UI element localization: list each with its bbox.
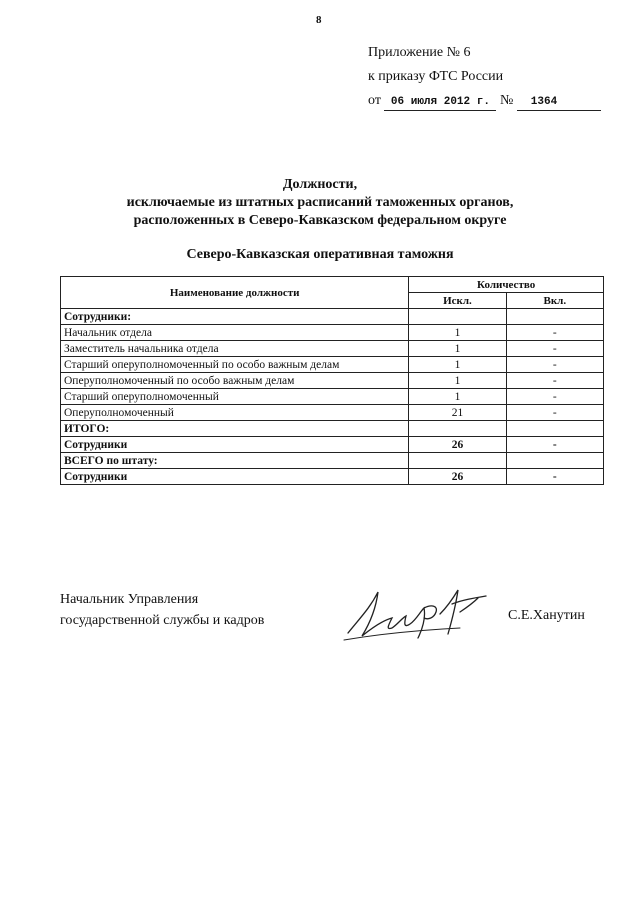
positions-table — [60, 276, 604, 485]
order-date: 06 июля 2012 г. — [384, 95, 496, 111]
appendix-line-2: к приказу ФТС России — [368, 69, 504, 84]
row-name: Начальник отдела — [61, 325, 409, 341]
row-excl — [409, 453, 506, 469]
row-incl — [506, 421, 603, 437]
row-name: Сотрудники — [61, 437, 409, 453]
signer-position-line-2: государственной службы и кадров — [60, 613, 265, 628]
row-incl: - — [506, 325, 603, 341]
table-row — [61, 389, 604, 405]
row-incl — [506, 453, 603, 469]
row-excl: 21 — [409, 405, 506, 421]
row-incl: - — [506, 373, 603, 389]
row-excl: 1 — [409, 357, 506, 373]
row-excl — [409, 309, 506, 325]
row-name: Старший оперуполномоченный по особо важным делам — [61, 357, 409, 373]
header-quantity: Количество — [409, 277, 604, 293]
row-excl: 1 — [409, 389, 506, 405]
row-excl: 1 — [409, 373, 506, 389]
table-row — [61, 437, 604, 453]
row-name: Заместитель начальника отдела — [61, 341, 409, 357]
appendix-block — [368, 41, 601, 113]
table-row — [61, 469, 604, 485]
table-row — [61, 341, 604, 357]
document-title — [0, 176, 640, 230]
row-excl — [409, 421, 506, 437]
order-number: 1364 — [517, 95, 601, 111]
table-row — [61, 325, 604, 341]
appendix-line-3 — [368, 89, 601, 113]
row-incl: - — [506, 469, 603, 485]
title-line-3: расположенных в Северо-Кавказском федеральном округе — [133, 213, 507, 228]
page-number: 8 — [316, 14, 322, 26]
row-name: Оперуполномоченный — [61, 405, 409, 421]
signer-position — [60, 589, 264, 631]
signer-name: С.Е.Ханутин — [508, 608, 585, 623]
title-line-2: исключаемые из штатных расписаний таможенных органов, — [126, 195, 514, 210]
customs-name: Северо-Кавказская оперативная таможня — [186, 247, 454, 262]
table-row — [61, 357, 604, 373]
signer-position-line-1: Начальник Управления — [60, 592, 199, 607]
row-incl: - — [506, 405, 603, 421]
table-row — [61, 373, 604, 389]
row-name: Сотрудники — [61, 469, 409, 485]
appendix-line-1: Приложение № 6 — [368, 45, 471, 60]
header-excluded: Искл. — [409, 293, 506, 309]
number-label: № — [499, 93, 514, 108]
table-row — [61, 405, 604, 421]
row-incl: - — [506, 437, 603, 453]
row-incl: - — [506, 389, 603, 405]
row-excl: 26 — [409, 469, 506, 485]
row-incl: - — [506, 341, 603, 357]
table-row — [61, 309, 604, 325]
title-line-1: Должности, — [282, 177, 358, 192]
row-name: Оперуполномоченный по особо важным делам — [61, 373, 409, 389]
table-row — [61, 453, 604, 469]
header-position-name: Наименование должности — [61, 277, 409, 309]
row-incl — [506, 309, 603, 325]
from-label: от — [368, 93, 381, 108]
row-excl: 1 — [409, 341, 506, 357]
row-incl: - — [506, 357, 603, 373]
table-row — [61, 421, 604, 437]
row-excl: 1 — [409, 325, 506, 341]
row-name: Сотрудники: — [61, 309, 409, 325]
header-included: Вкл. — [506, 293, 603, 309]
row-name: ИТОГО: — [61, 421, 409, 437]
row-name: Старший оперуполномоченный — [61, 389, 409, 405]
handwritten-signature — [340, 578, 500, 648]
row-name: ВСЕГО по штату: — [61, 453, 409, 469]
row-excl: 26 — [409, 437, 506, 453]
